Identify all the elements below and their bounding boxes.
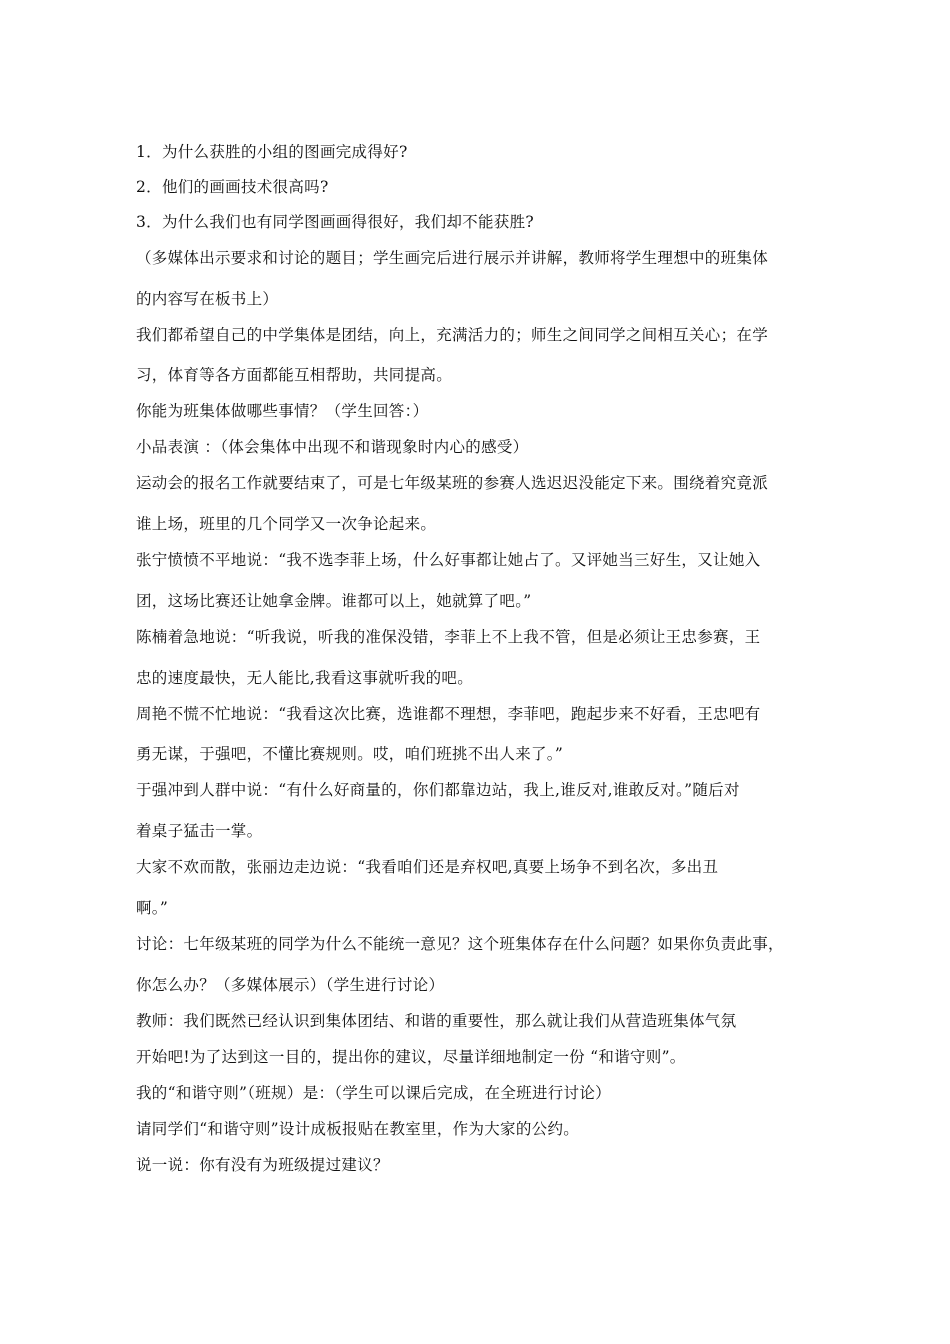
paragraph-line: 习，体育等各方面都能互相帮助，共同提高。 xyxy=(136,366,453,384)
paragraph-line: 陈楠着急地说：“听我说，听我的准保没错，李菲上不上我不管，但是必须让王忠参赛，王 xyxy=(136,628,761,646)
paragraph-line: 小品表演 ：（体会集体中出现不和谐现象时内心的感受） xyxy=(136,438,529,456)
paragraph-line: 请同学们“和谐守则”设计成板报贴在教室里，作为大家的公约。 xyxy=(136,1120,580,1138)
paragraph-line: 说一说：你有没有为班级提过建议？ xyxy=(136,1156,389,1174)
paragraph-line: 讨论：七年级某班的同学为什么不能统一意见？这个班集体存在什么问题？如果你负责此事， xyxy=(136,935,784,953)
paragraph-line: 啊。” xyxy=(136,899,169,917)
paragraph-line: 大家不欢而散，张丽边走边说：“我看咱们还是弃权吧,真要上场争不到名次，多出丑 xyxy=(136,858,719,876)
paragraph-line: 开始吧!为了达到这一目的，提出你的建议，尽量详细地制定一份 “和谐守则”。 xyxy=(136,1048,686,1066)
question-2: 2．他们的画画技术很高吗? xyxy=(136,178,329,196)
paragraph-line: 着桌子猛击一掌。 xyxy=(136,822,263,840)
paragraph-line: 我的“和谐守则”（班规）是：（学生可以课后完成，在全班进行讨论） xyxy=(136,1084,611,1102)
question-1: 1．为什么获胜的小组的图画完成得好? xyxy=(136,143,408,161)
paragraph-line: 的内容写在板书上） xyxy=(136,290,279,308)
paragraph-line: 你怎么办？（多媒体展示）（学生进行讨论） xyxy=(136,976,445,994)
paragraph-line: 勇无谋，于强吧，不懂比赛规则。哎，咱们班挑不出人来了。” xyxy=(136,745,564,763)
paragraph-line: 你能为班集体做哪些事情？（学生回答：） xyxy=(136,402,429,420)
paragraph-line: 忠的速度最快，无人能比,我看这事就听我的吧。 xyxy=(136,669,474,687)
paragraph-line: 谁上场，班里的几个同学又一次争论起来。 xyxy=(136,515,437,533)
paragraph-line: 团，这场比赛还让她拿金牌。谁都可以上，她就算了吧。” xyxy=(136,592,532,610)
paragraph-line: 我们都希望自己的中学集体是团结，向上，充满活力的；师生之间同学之间相互关心；在学 xyxy=(136,326,769,344)
paragraph-line: 周艳不慌不忙地说：“我看这次比赛，选谁都不理想，李菲吧，跑起步来不好看，王忠吧有 xyxy=(136,705,761,723)
paragraph-line: （多媒体出示要求和讨论的题目；学生画完后进行展示并讲解，教师将学生理想中的班集体 xyxy=(136,249,769,267)
paragraph-line: 于强冲到人群中说：“有什么好商量的，你们都靠边站，我上,谁反对,谁敢反对。”随后对 xyxy=(136,781,740,799)
question-3: 3．为什么我们也有同学图画画得很好，我们却不能获胜? xyxy=(136,213,534,231)
paragraph-line: 教师：我们既然已经认识到集体团结、和谐的重要性，那么就让我们从营造班集体气氛 xyxy=(136,1012,737,1030)
paragraph-line: 运动会的报名工作就要结束了，可是七年级某班的参赛人选迟迟没能定下来。围绕着究竟派 xyxy=(136,474,769,492)
paragraph-line: 张宁愤愤不平地说：“我不选李菲上场，什么好事都让她占了。又评她当三好生，又让她入 xyxy=(136,551,761,569)
